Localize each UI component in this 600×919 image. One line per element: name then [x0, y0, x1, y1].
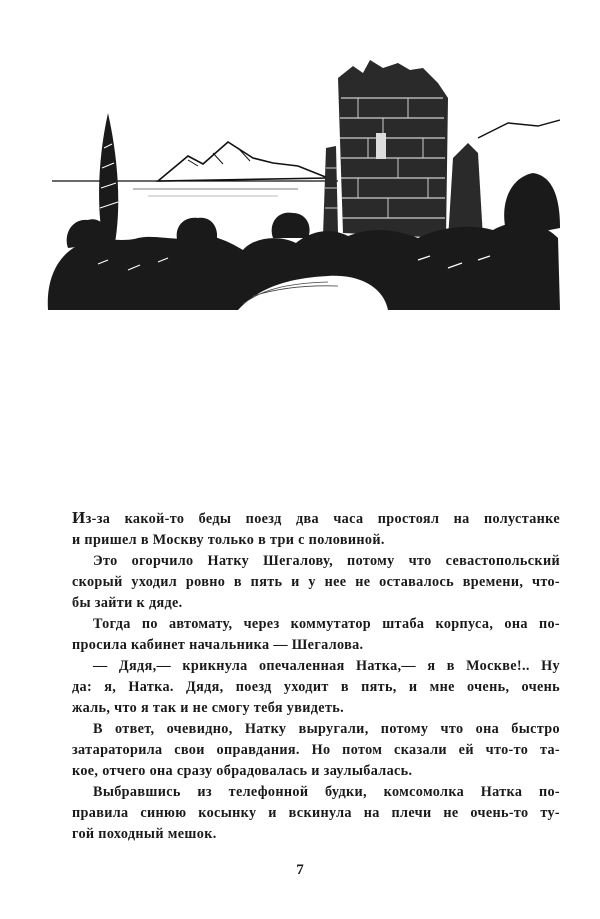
text-line: просила кабинет начальника — Шегалова.: [72, 637, 364, 653]
text-line: правила синюю косынку и вскинула на плечи не очень-то ту-: [72, 805, 560, 821]
distant-mountains: [158, 142, 328, 181]
paragraph-5: [72, 719, 560, 782]
text-line: жаль, что я так и не смогу тебя увидеть.: [72, 700, 345, 716]
hillside-right: [478, 120, 560, 138]
landscape-illustration: [38, 38, 560, 310]
ruined-tower: [323, 60, 483, 240]
text-line: скорый уходил ровно в пять и у нее не оставалось времени, что-: [72, 574, 560, 590]
paragraph-2: [72, 551, 560, 614]
page-number: 7: [296, 862, 304, 878]
paragraph-4: [72, 656, 560, 719]
text-line: В ответ, очевидно, Натку выругали, потому что она быстро: [93, 721, 560, 737]
text-line: гой походный мешок.: [72, 826, 217, 842]
text-line: кое, отчего она сразу обрадовалась и заулыбалась.: [72, 763, 413, 779]
text-line: [72, 507, 560, 530]
text-line: и пришел в Москву только в три с половиной.: [72, 532, 385, 548]
paragraph-3: [72, 614, 560, 656]
ruined-tower-drawing: [38, 38, 560, 310]
paragraph-1: [72, 507, 560, 551]
paragraph-6: [72, 782, 560, 845]
body-text: [72, 507, 560, 845]
text-line: да: я, Натка. Дядя, поезд уходит в пять, и мне очень, очень: [72, 679, 560, 695]
text-line: бы зайти к дяде.: [72, 595, 183, 611]
drop-cap-initial: И: [72, 508, 86, 527]
text-line: Это огорчило Натку Шегалову, потому что севастопольский: [93, 553, 560, 569]
text-line: Выбравшись из телефонной будки, комсомолка Натка по-: [93, 784, 560, 800]
text-line-content: з-за какой-то беды поезд два часа простоял на полустанке: [85, 511, 560, 527]
text-line: затараторила свои оправдания. Но потом сказали ей что-то та-: [72, 742, 560, 758]
text-line: Тогда по автомату, через коммутатор штаба корпуса, она по-: [93, 616, 560, 632]
text-line: — Дядя,— крикнула опечаленная Натка,— я в Москве!.. Ну: [93, 658, 560, 674]
